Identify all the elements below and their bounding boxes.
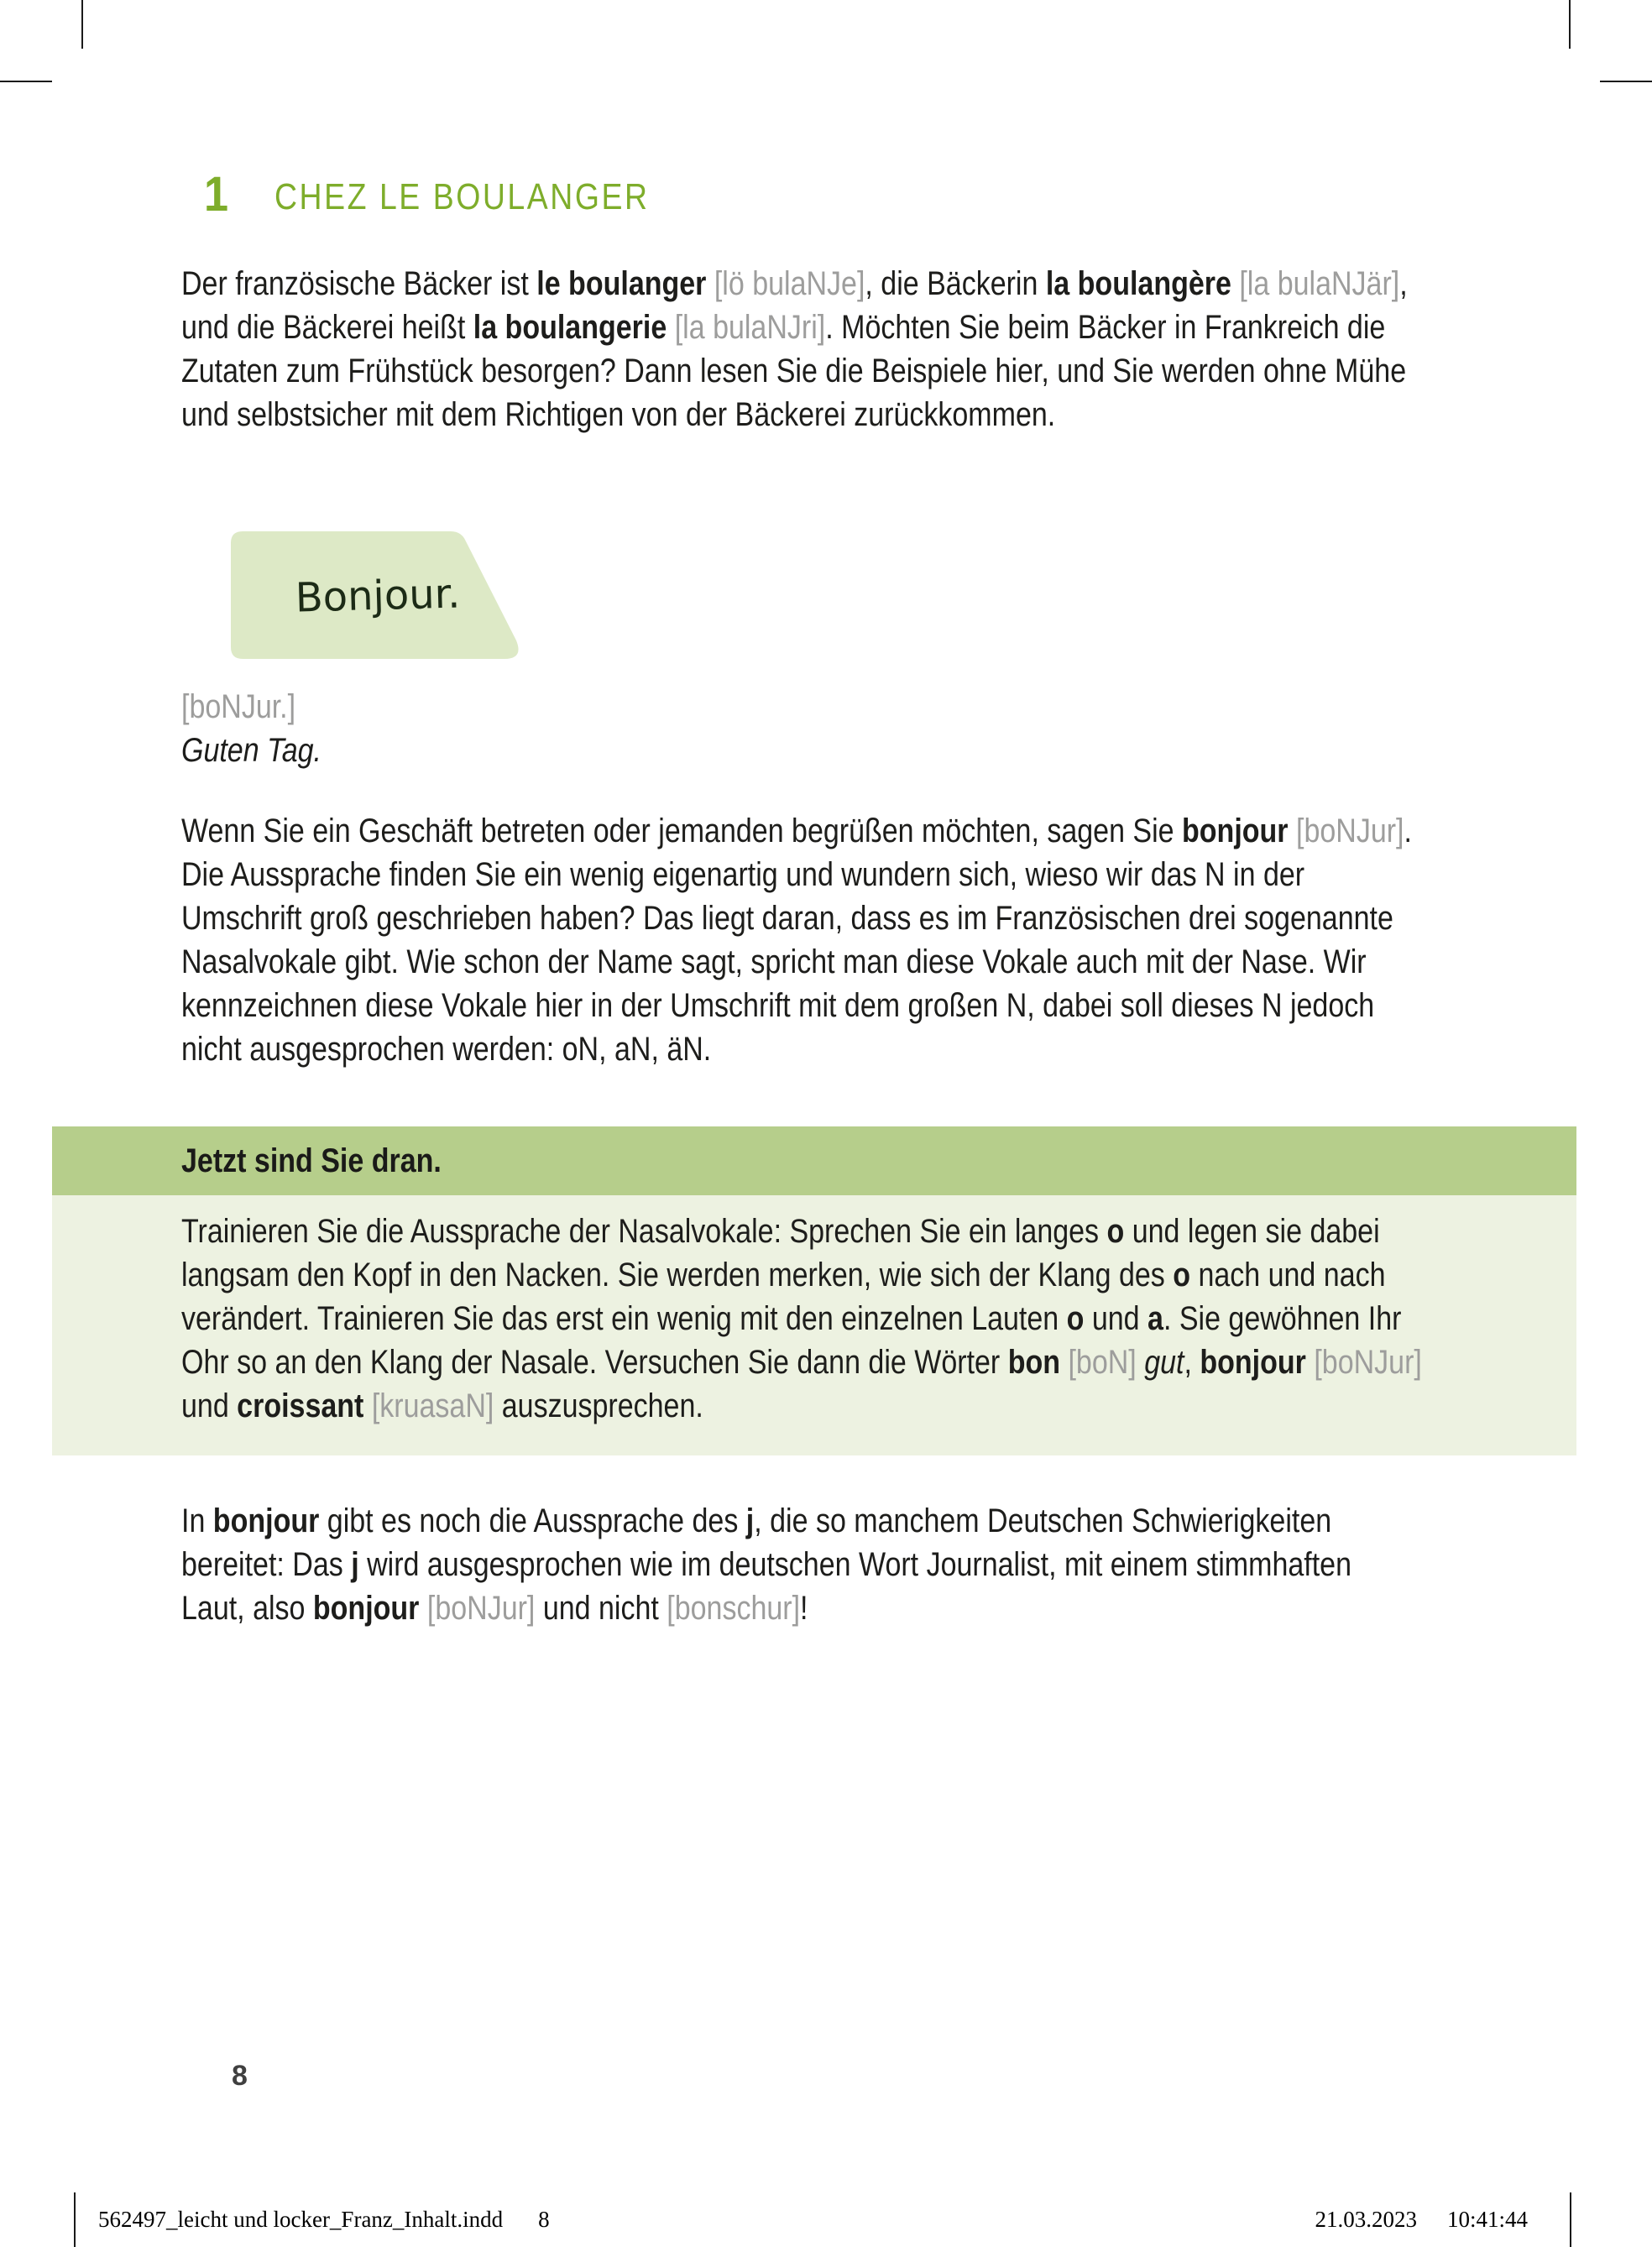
crop-mark-top-left-horizontal xyxy=(0,81,52,82)
text-run: o xyxy=(1173,1257,1190,1293)
text-run: croissant xyxy=(237,1387,364,1424)
text-run: , die Bäckerin xyxy=(865,265,1046,302)
text-run xyxy=(1137,1344,1144,1381)
text-run: [boNJur] xyxy=(1296,813,1404,849)
chapter-number: 1 xyxy=(204,167,229,222)
text-run: nach und nach verändert. Trainieren Sie das erst ein wenig mit den einzelnen Lauten xyxy=(181,1257,1386,1337)
text-run xyxy=(1231,265,1239,302)
text-run: . Sie gewöhnen Ihr Ohr so an den Klang der Nasale. Versuchen Sie dann die Wörter xyxy=(181,1300,1402,1381)
page-number: 8 xyxy=(232,2060,248,2092)
phonetic-line: [boNJur.] xyxy=(181,688,296,725)
text-run xyxy=(1306,1344,1314,1381)
text-run xyxy=(1289,813,1296,849)
text-run xyxy=(667,309,674,346)
intro-paragraph xyxy=(181,262,1423,436)
text-run: o xyxy=(1066,1300,1085,1337)
text-run: o xyxy=(1106,1213,1125,1250)
text-run: und xyxy=(181,1387,238,1424)
pronunciation-paragraph xyxy=(181,809,1423,1071)
speech-bubble-text: Bonjour. xyxy=(295,570,461,622)
footer-timestamp xyxy=(1315,2207,1528,2233)
text-run: In xyxy=(181,1502,213,1539)
text-run: Der französische Bäcker ist xyxy=(181,265,537,302)
text-run: [kruasaN] xyxy=(371,1387,494,1424)
text-run: gibt es noch die Aussprache des xyxy=(319,1502,746,1539)
chapter-title: CHEZ LE BOULANGER xyxy=(274,176,650,217)
footer-time: 10:41:44 xyxy=(1446,2207,1528,2232)
text-run: [bonschur] xyxy=(667,1590,801,1627)
text-run: [la bulaNJri] xyxy=(674,309,826,346)
text-run xyxy=(1060,1344,1068,1381)
text-run: a xyxy=(1148,1300,1163,1337)
text-run: j xyxy=(351,1546,359,1583)
closing-paragraph xyxy=(181,1499,1423,1630)
footer-file-info xyxy=(98,2207,550,2233)
text-run: bonjour xyxy=(1200,1344,1306,1381)
text-run: [boN] xyxy=(1068,1344,1137,1381)
translation-line: Guten Tag. xyxy=(181,732,322,769)
text-run: la boulangère xyxy=(1045,265,1231,302)
text-run: bonjour xyxy=(212,1502,320,1539)
text-run: [la bulaNJär] xyxy=(1239,265,1400,302)
text-run: [lö bulaNJe] xyxy=(714,265,865,302)
text-run: ! xyxy=(800,1590,808,1627)
text-run xyxy=(363,1387,371,1424)
text-run: und legen sie dabei langsam den Kopf in den Nacken. Sie werden merken, wie sich der Klang des xyxy=(181,1213,1380,1293)
text-run: Trainieren Sie die Aussprache der Nasalvokale: Sprechen Sie ein langes xyxy=(181,1213,1107,1250)
text-run: Wenn Sie ein Geschäft betreten oder jemanden begrüßen möchten, sagen Sie xyxy=(181,813,1183,849)
footer-date: 21.03.2023 xyxy=(1315,2207,1417,2232)
text-run: j xyxy=(745,1502,755,1539)
text-run: , und die Bäckerei heißt xyxy=(181,265,1408,346)
text-run: gut xyxy=(1144,1344,1184,1381)
text-run: bon xyxy=(1007,1344,1061,1381)
text-run: [boNJur] xyxy=(1314,1344,1422,1381)
exercise-paragraph xyxy=(181,1210,1423,1428)
text-run xyxy=(419,1590,426,1627)
text-run: und xyxy=(1084,1300,1148,1337)
text-run: la boulangerie xyxy=(473,309,667,346)
text-run: , xyxy=(1184,1344,1200,1381)
crop-mark-top-right-vertical xyxy=(1569,0,1571,49)
footer-sheet-number: 8 xyxy=(538,2207,550,2232)
exercise-header-label: Jetzt sind Sie dran. xyxy=(181,1142,442,1179)
text-run: , die so manchem Deutschen Schwierigkeiten bereitet: Das xyxy=(181,1502,1332,1583)
text-run: und nicht xyxy=(535,1590,667,1627)
text-run: le boulanger xyxy=(536,265,707,302)
text-run: auszusprechen. xyxy=(494,1387,703,1424)
text-run: bonjour xyxy=(312,1590,420,1627)
text-run: bonjour xyxy=(1182,813,1289,849)
text-run: . Die Aussprache finden Sie ein wenig eigenartig und wundern sich, wieso wir das N in der Umschrift groß geschrieben haben? Das liegt daran, dass es im Französischen drei sogenannte Nasalvokale gibt. Wie schon der Name sagt, spricht man diese Vokale auch mit der Nase. Wir kennzeichnen diese Vokale hier in der Umschrift mit dem großen N, dabei soll dieses N jedoch nicht ausgesprochen werden: oN, aN, äN. xyxy=(181,813,1412,1068)
footer-file-name: 562497_leicht und locker_Franz_Inhalt.indd xyxy=(98,2207,504,2232)
text-run xyxy=(706,265,714,302)
crop-mark-bottom-right-vertical xyxy=(1570,2192,1571,2247)
text-run: wird ausgesprochen wie im deutschen Wort Journalist, mit einem stimmhaften Laut, also xyxy=(181,1546,1351,1627)
crop-mark-top-left-vertical xyxy=(81,0,83,49)
text-run: [boNJur] xyxy=(426,1590,536,1627)
text-run: . Möchten Sie beim Bäcker in Frankreich die Zutaten zum Frühstück besorgen? Dann lesen Sie die Beispiele hier, und Sie werden ohne Mühe und selbstsicher mit dem Richtigen von der Bäckerei zurückkommen. xyxy=(181,309,1407,433)
crop-mark-top-right-horizontal xyxy=(1600,81,1652,82)
crop-mark-bottom-left-vertical xyxy=(74,2192,76,2247)
